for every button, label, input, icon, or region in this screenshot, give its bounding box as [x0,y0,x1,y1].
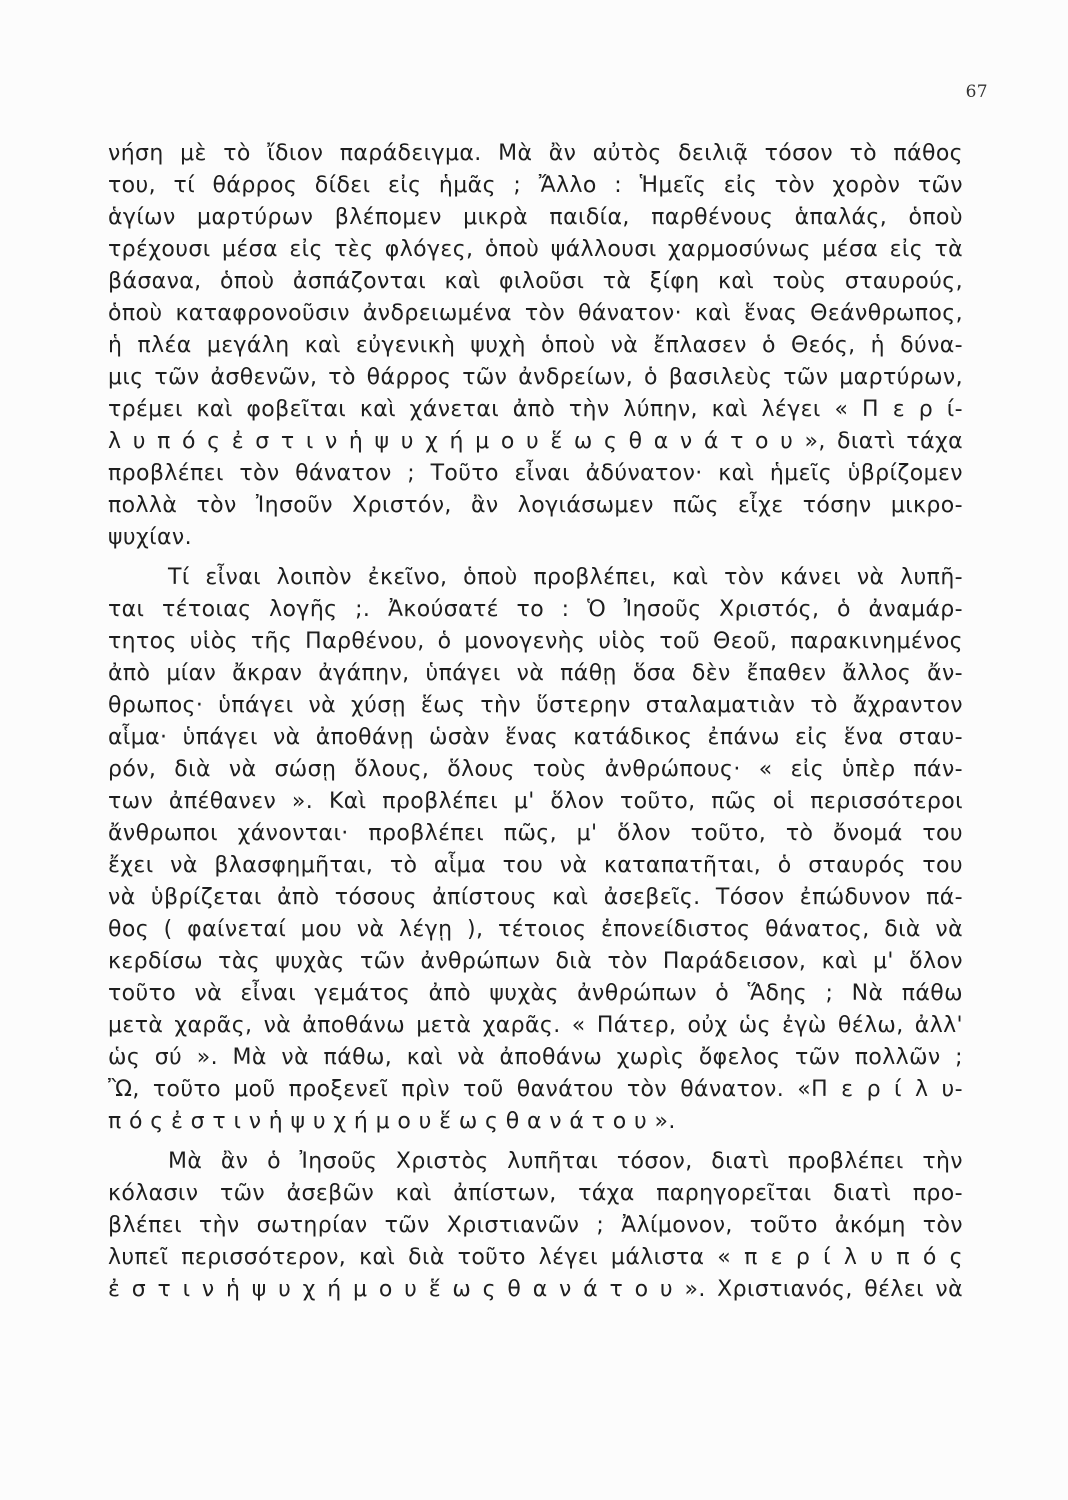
text-line: Τί εἶναι λοιπὸν ἐκεῖνο, ὁποὺ προβλέπει, καὶ τὸν κάνει νὰ λυπῆ- [168,565,963,590]
text-line: ἔχει νὰ βλασφημῆται, τὸ αἷμα του νὰ καταπατῆται, ὁ σταυρός του [108,853,963,878]
text-line: μετὰ χαρᾶς, νὰ ἀποθάνω μετὰ χαρᾶς. « Πάτερ, οὐχ ὡς ἐγὼ θέλω, ἀλλ' [108,1013,963,1038]
text-line: πολλὰ τὸν Ἰησοῦν Χριστόν, ἂν λογιάσωμεν πῶς εἶχε τόσην μικρο- [108,493,963,518]
text-line: λ υ π ό ς ἐ σ τ ι ν ἡ ψ υ χ ή μ ο υ ἕ ω ς θ α ν ά τ ο υ », διατὶ τάχα [108,429,963,454]
text-line: προβλέπει τὸν θάνατον ; Τοῦτο εἶναι ἀδύνατον· καὶ ἡμεῖς ὑβρίζομεν [108,461,963,486]
text-line: ρόν, διὰ νὰ σώσῃ ὅλους, ὅλους τοὺς ἀνθρώπους· « εἰς ὑπὲρ πάν- [108,757,963,782]
text-line: του, τί θάρρος δίδει εἰς ἡμᾶς ; Ἄλλο : Ἡμεῖς εἰς τὸν χορὸν τῶν [108,173,963,198]
text-line: τρέμει καὶ φοβεῖται καὶ χάνεται ἀπὸ τὴν λύπην, καὶ λέγει « Π ε ρ ί- [108,397,963,422]
text-line: βλέπει τὴν σωτηρίαν τῶν Χριστιανῶν ; Ἀλίμονον, τοῦτο ἀκόμη τὸν [108,1213,963,1238]
text-line: ται τέτοιας λογῆς ;. Ἀκούσατέ το : Ὁ Ἰησοῦς Χριστός, ὁ ἀναμάρ- [108,597,963,622]
page-number: 67 [965,82,988,102]
text-line: ψυχίαν. [108,525,192,550]
text-line: αἷμα· ὑπάγει νὰ ἀποθάνῃ ὡσὰν ἕνας κατάδικος ἐπάνω εἰς ἕνα σταυ- [108,725,963,750]
text-line: νὰ ὑβρίζεται ἀπὸ τόσους ἀπίστους καὶ ἀσεβεῖς. Τόσον ἐπώδυνον πά- [108,885,963,910]
text-line: ἀπὸ μίαν ἄκραν ἀγάπην, ὑπάγει νὰ πάθῃ ὅσα δὲν ἔπαθεν ἄλλος ἄν- [108,661,963,686]
text-line: ἄνθρωποι χάνονται· προβλέπει πῶς, μ' ὅλον τοῦτο, τὸ ὄνομά του [108,821,963,846]
text-line: των ἀπέθανεν ». Καὶ προβλέπει μ' ὅλον τοῦτο, πῶς οἱ περισσότεροι [108,789,963,814]
text-line: ὁποὺ καταφρονοῦσιν ἀνδρειωμένα τὸν θάνατον· καὶ ἕνας Θεάνθρωπος, [108,301,963,326]
text-line: θος ( φαίνεταί μου νὰ λέγῃ ), τέτοιος ἐπονείδιστος θάνατος, διὰ νὰ [108,917,963,942]
text-line: π ό ς ἐ σ τ ι ν ἡ ψ υ χ ή μ ο υ ἕ ω ς θ α ν ά τ ο υ ». [108,1109,676,1134]
text-line: ἐ σ τ ι ν ἡ ψ υ χ ή μ ο υ ἕ ω ς θ α ν ά τ ο υ ». Χριστιανός, θέλει νὰ [108,1277,963,1302]
text-line: τητος υἱὸς τῆς Παρθένου, ὁ μονογενὴς υἱὸς τοῦ Θεοῦ, παρακινημένος [108,629,963,654]
text-line: κόλασιν τῶν ἀσεβῶν καὶ ἀπίστων, τάχα παρηγορεῖται διατὶ προ- [108,1181,963,1206]
text-line: ἁγίων μαρτύρων βλέπομεν μικρὰ παιδία, παρθένους ἁπαλάς, ὁποὺ [108,205,963,230]
text-line: τρέχουσι μέσα εἰς τὲς φλόγες, ὁποὺ ψάλλουσι χαρμοσύνως μέσα εἰς τὰ [108,237,963,262]
text-line: τοῦτο νὰ εἶναι γεμάτος ἀπὸ ψυχὰς ἀνθρώπων ὁ Ἅδης ; Νὰ πάθω [108,981,963,1006]
text-line: μις τῶν ἀσθενῶν, τὸ θάρρος τῶν ἀνδρείων, ὁ βασιλεὺς τῶν μαρτύρων, [108,365,963,390]
text-line: ἡ πλέα μεγάλη καὶ εὐγενικὴ ψυχὴ ὁποὺ νὰ ἔπλασεν ὁ Θεός, ἡ δύνα- [108,333,963,358]
text-line: Ὢ, τοῦτο μοῦ προξενεῖ πρὶν τοῦ θανάτου τὸν θάνατον. «Π ε ρ ί λ υ- [108,1077,963,1102]
text-line: Μὰ ἂν ὁ Ἰησοῦς Χριστὸς λυπῆται τόσον, διατὶ προβλέπει τὴν [168,1149,963,1174]
text-line: λυπεῖ περισσότερον, καὶ διὰ τοῦτο λέγει μάλιστα « π ε ρ ί λ υ π ό ς [108,1245,963,1270]
text-line: βάσανα, ὁποὺ ἀσπάζονται καὶ φιλοῦσι τὰ ξίφη καὶ τοὺς σταυρούς, [108,269,963,294]
text-line: κερδίσω τὰς ψυχὰς τῶν ἀνθρώπων διὰ τὸν Παράδεισον, καὶ μ' ὅλον [108,949,963,974]
text-line: νήση μὲ τὸ ἴδιον παράδειγμα. Μὰ ἂν αὐτὸς δειλιᾷ τόσον τὸ πάθος [108,141,963,166]
text-line: θρωπος· ὑπάγει νὰ χύσῃ ἕως τὴν ὕστερην σταλαματιὰν τὸ ἄχραντον [108,693,963,718]
text-line: ὡς σύ ». Μὰ νὰ πάθω, καὶ νὰ ἀποθάνω χωρὶς ὄφελος τῶν πολλῶν ; [108,1045,963,1070]
